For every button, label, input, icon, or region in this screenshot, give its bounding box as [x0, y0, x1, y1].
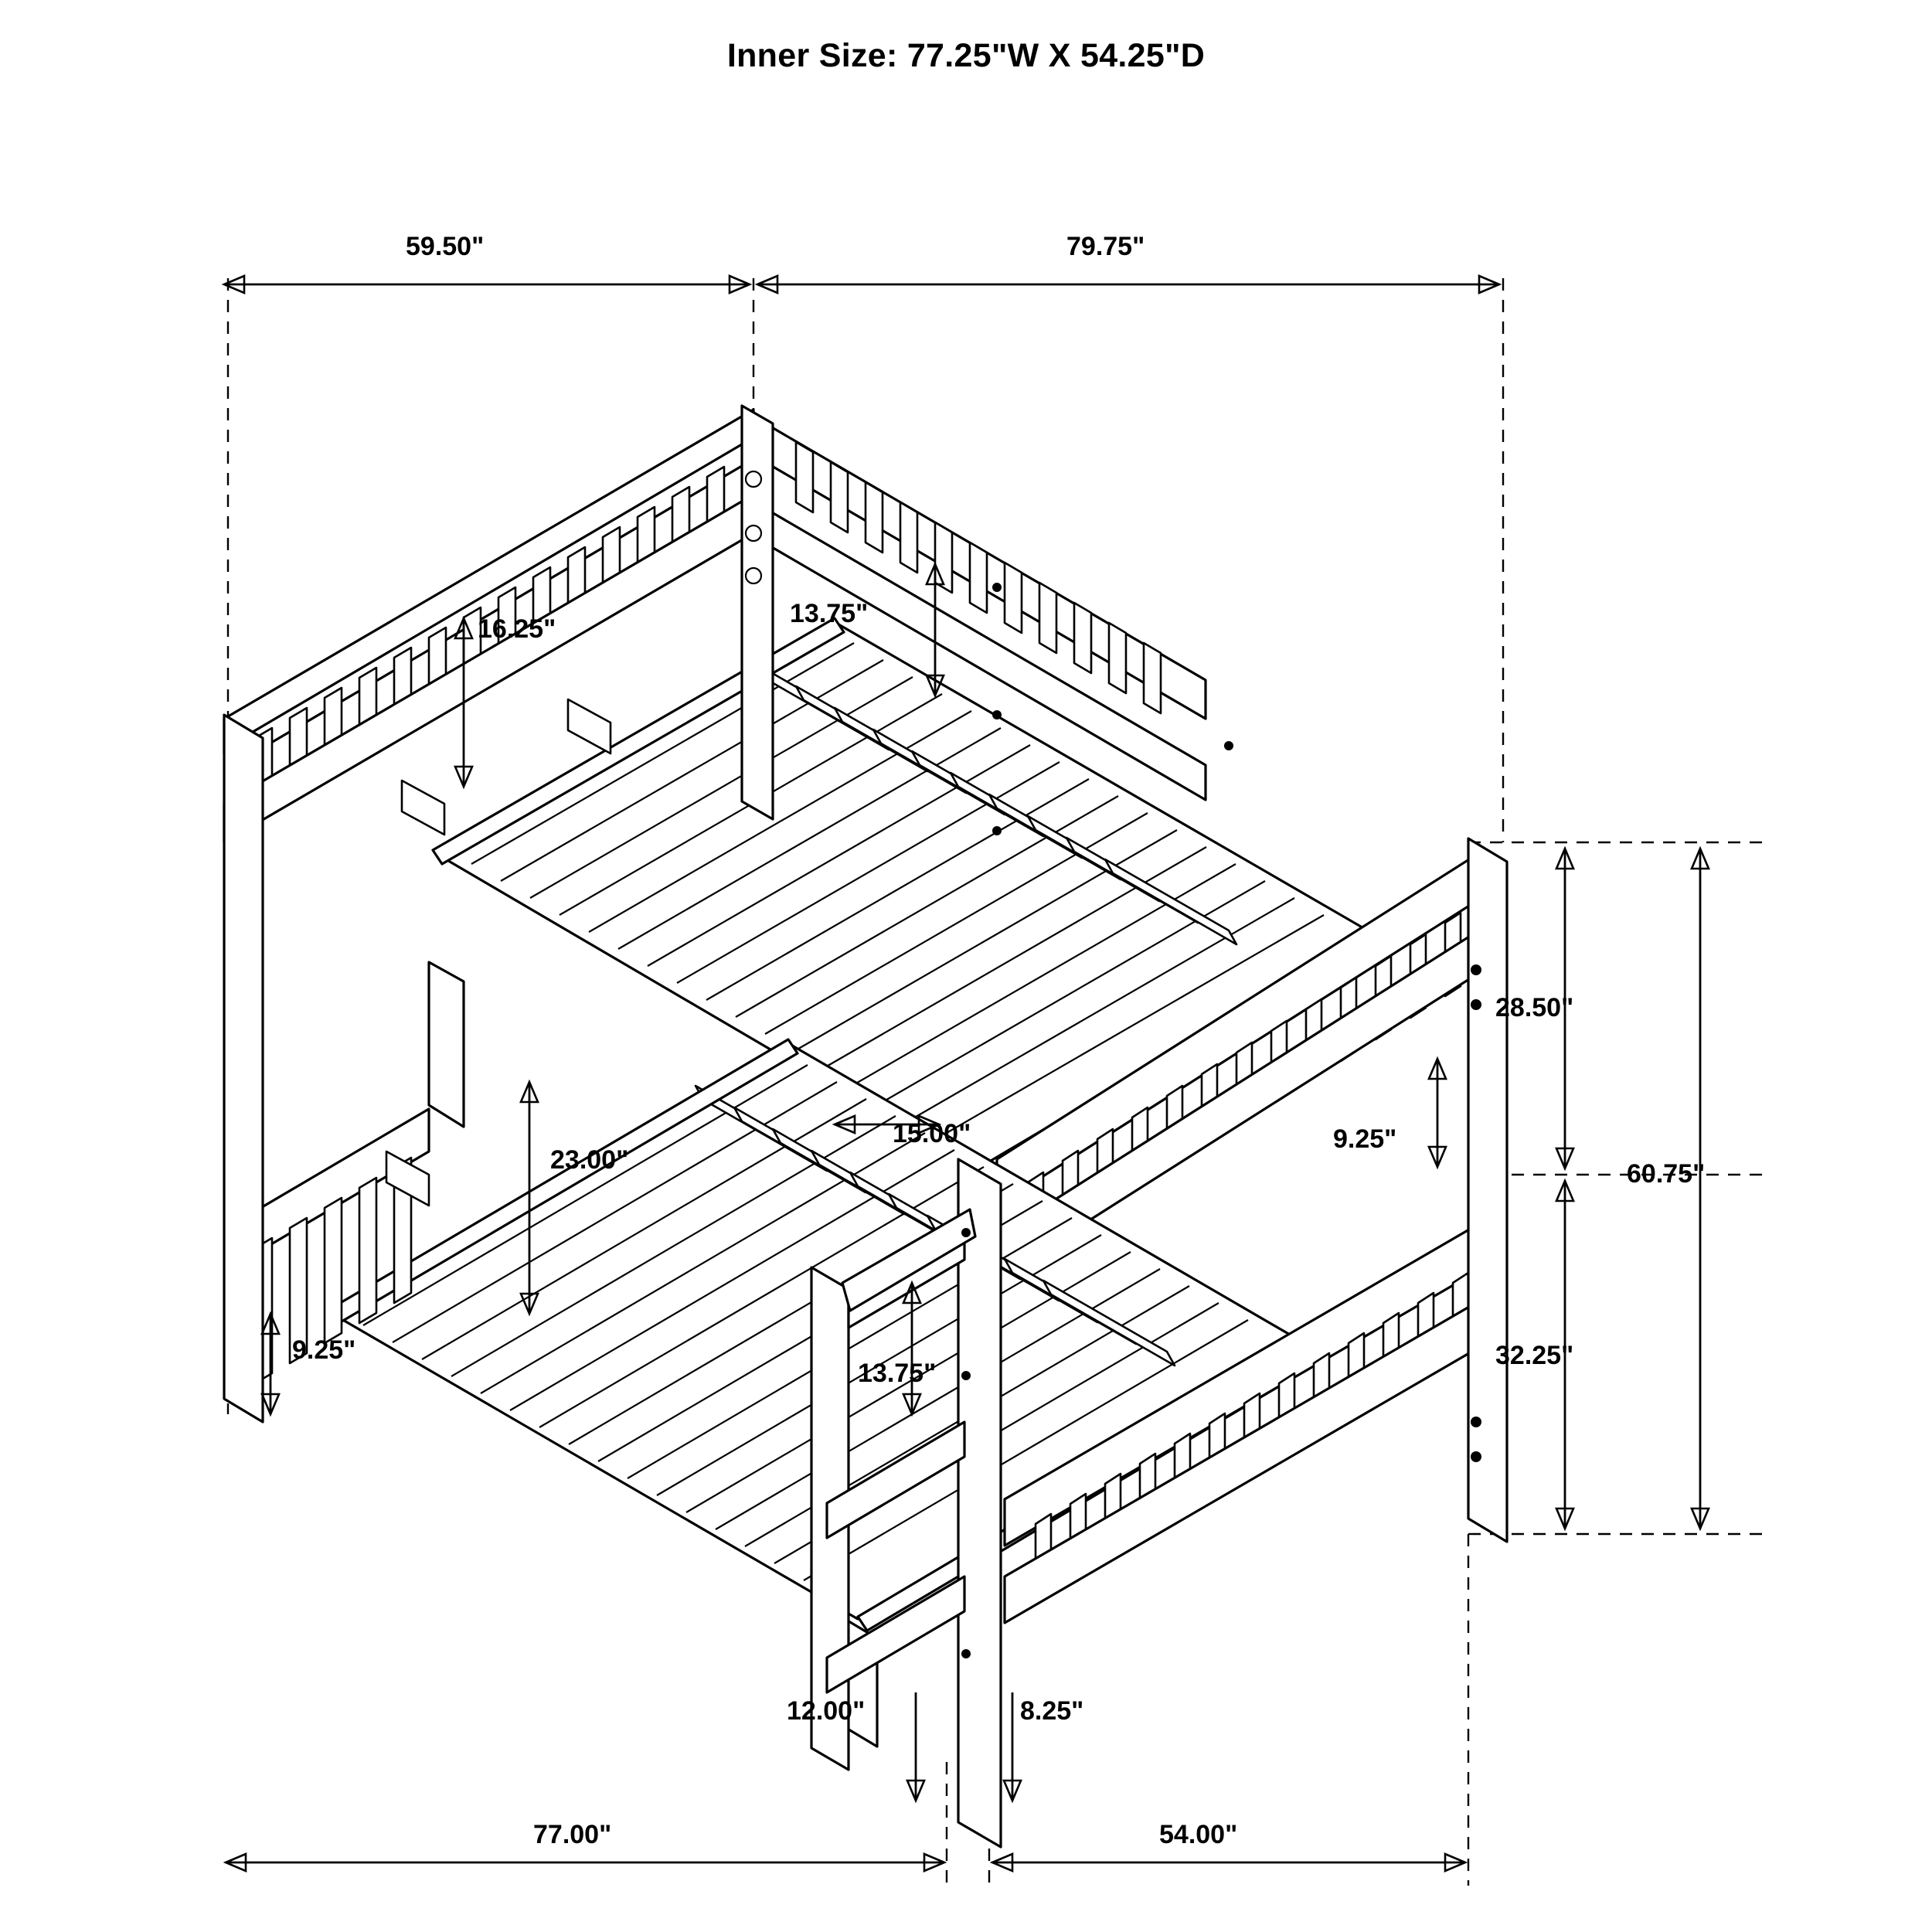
- dimension-label-lower-guard-gap: 13.75": [858, 1359, 937, 1388]
- dimension-label-total-height: 60.75": [1627, 1159, 1706, 1189]
- dimension-label-floor-gap: 8.25": [1020, 1696, 1084, 1726]
- dimension-label-ladder-spacing: 15.00": [893, 1119, 971, 1148]
- dimension-label-top-left-width: 59.50": [406, 232, 485, 261]
- dimension-label-upper-deck-height: 28.50": [1495, 993, 1574, 1022]
- page-title: Inner Size: 77.25"W X 54.25"D: [726, 37, 1206, 74]
- dimension-label-right-rail-height: 9.25": [1333, 1124, 1397, 1154]
- dimension-label-top-right-width: 79.75": [1066, 232, 1145, 261]
- dimension-label-upper-guard-gap: 13.75": [790, 599, 869, 628]
- dimension-label-left-rail-height: 9.25": [292, 1335, 356, 1365]
- dimension-label-lower-deck-height: 32.25": [1495, 1341, 1574, 1370]
- dimension-label-ladder-step-height: 12.00": [787, 1696, 866, 1726]
- dimension-label-overall-depth: 54.00": [1159, 1820, 1238, 1849]
- dimension-label-upper-rail-height: 16.25": [478, 614, 556, 644]
- dimension-label-overall-length: 77.00": [533, 1820, 612, 1849]
- dimension-label-lower-clearance: 23.00": [550, 1145, 629, 1175]
